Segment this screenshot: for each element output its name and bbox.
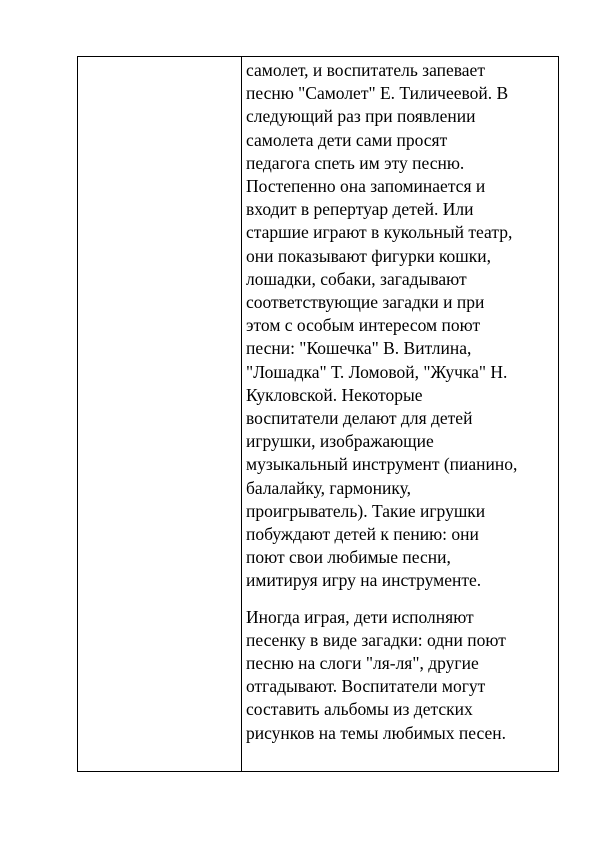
table-row <box>78 57 559 772</box>
text-line: этом с особым интересом поют <box>246 315 481 336</box>
text-line: отгадывают. Воспитатели могут <box>246 676 486 697</box>
text-line: песни: "Кошечка" В. Витлина, <box>246 338 472 359</box>
text-line: воспитатели делают для детей <box>246 408 473 429</box>
text-line: самолет, и воспитатель запевает <box>246 60 485 80</box>
text-line: имитируя игру на инструменте. <box>246 570 482 591</box>
text-line: составить альбомы из детских <box>246 699 473 720</box>
left-empty-cell <box>78 57 242 772</box>
text-line: самолета дети сами просят <box>246 129 448 150</box>
text-cell <box>242 57 559 772</box>
text-line: игрушки, изображающие <box>246 431 434 452</box>
text-line: рисунков на темы любимых песен. <box>246 722 506 743</box>
text-line: песенку в виде загадки: одни поют <box>246 629 506 650</box>
text-line: "Лошадка" Т. Ломовой, "Жучка" Н. <box>246 361 508 382</box>
text-line: следующий раз при появлении <box>246 106 476 127</box>
text-line: Постепенно она запоминается и <box>246 176 486 197</box>
paragraph-2 <box>246 606 554 745</box>
document-table <box>77 56 559 772</box>
text-line: песню "Самолет" Е. Тиличеевой. В <box>246 83 509 104</box>
text-line: педагога спеть им эту песню. <box>246 152 465 173</box>
paragraph-1 <box>246 59 554 593</box>
text-line: проигрыватель). Такие игрушки <box>246 500 486 521</box>
text-line: музыкальный инструмент (пианино, <box>246 454 518 475</box>
text-line: поют свои любимые песни, <box>246 547 451 568</box>
text-line: входит в репертуар детей. Или <box>246 199 474 220</box>
text-line: Иногда играя, дети исполняют <box>246 606 474 627</box>
text-line: Кукловской. Некоторые <box>246 384 423 405</box>
text-line: они показывают фигурки кошки, <box>246 245 492 266</box>
text-line: балалайку, гармонику, <box>246 477 411 498</box>
text-line: побуждают детей к пению: они <box>246 524 479 545</box>
text-line: старшие играют в кукольный театр, <box>246 222 513 243</box>
text-line: лошадки, собаки, загадывают <box>246 268 467 289</box>
text-line: соответствующие загадки и при <box>246 292 485 313</box>
text-line: песню на слоги "ля-ля", другие <box>246 653 479 674</box>
text-cell-content <box>242 57 558 745</box>
